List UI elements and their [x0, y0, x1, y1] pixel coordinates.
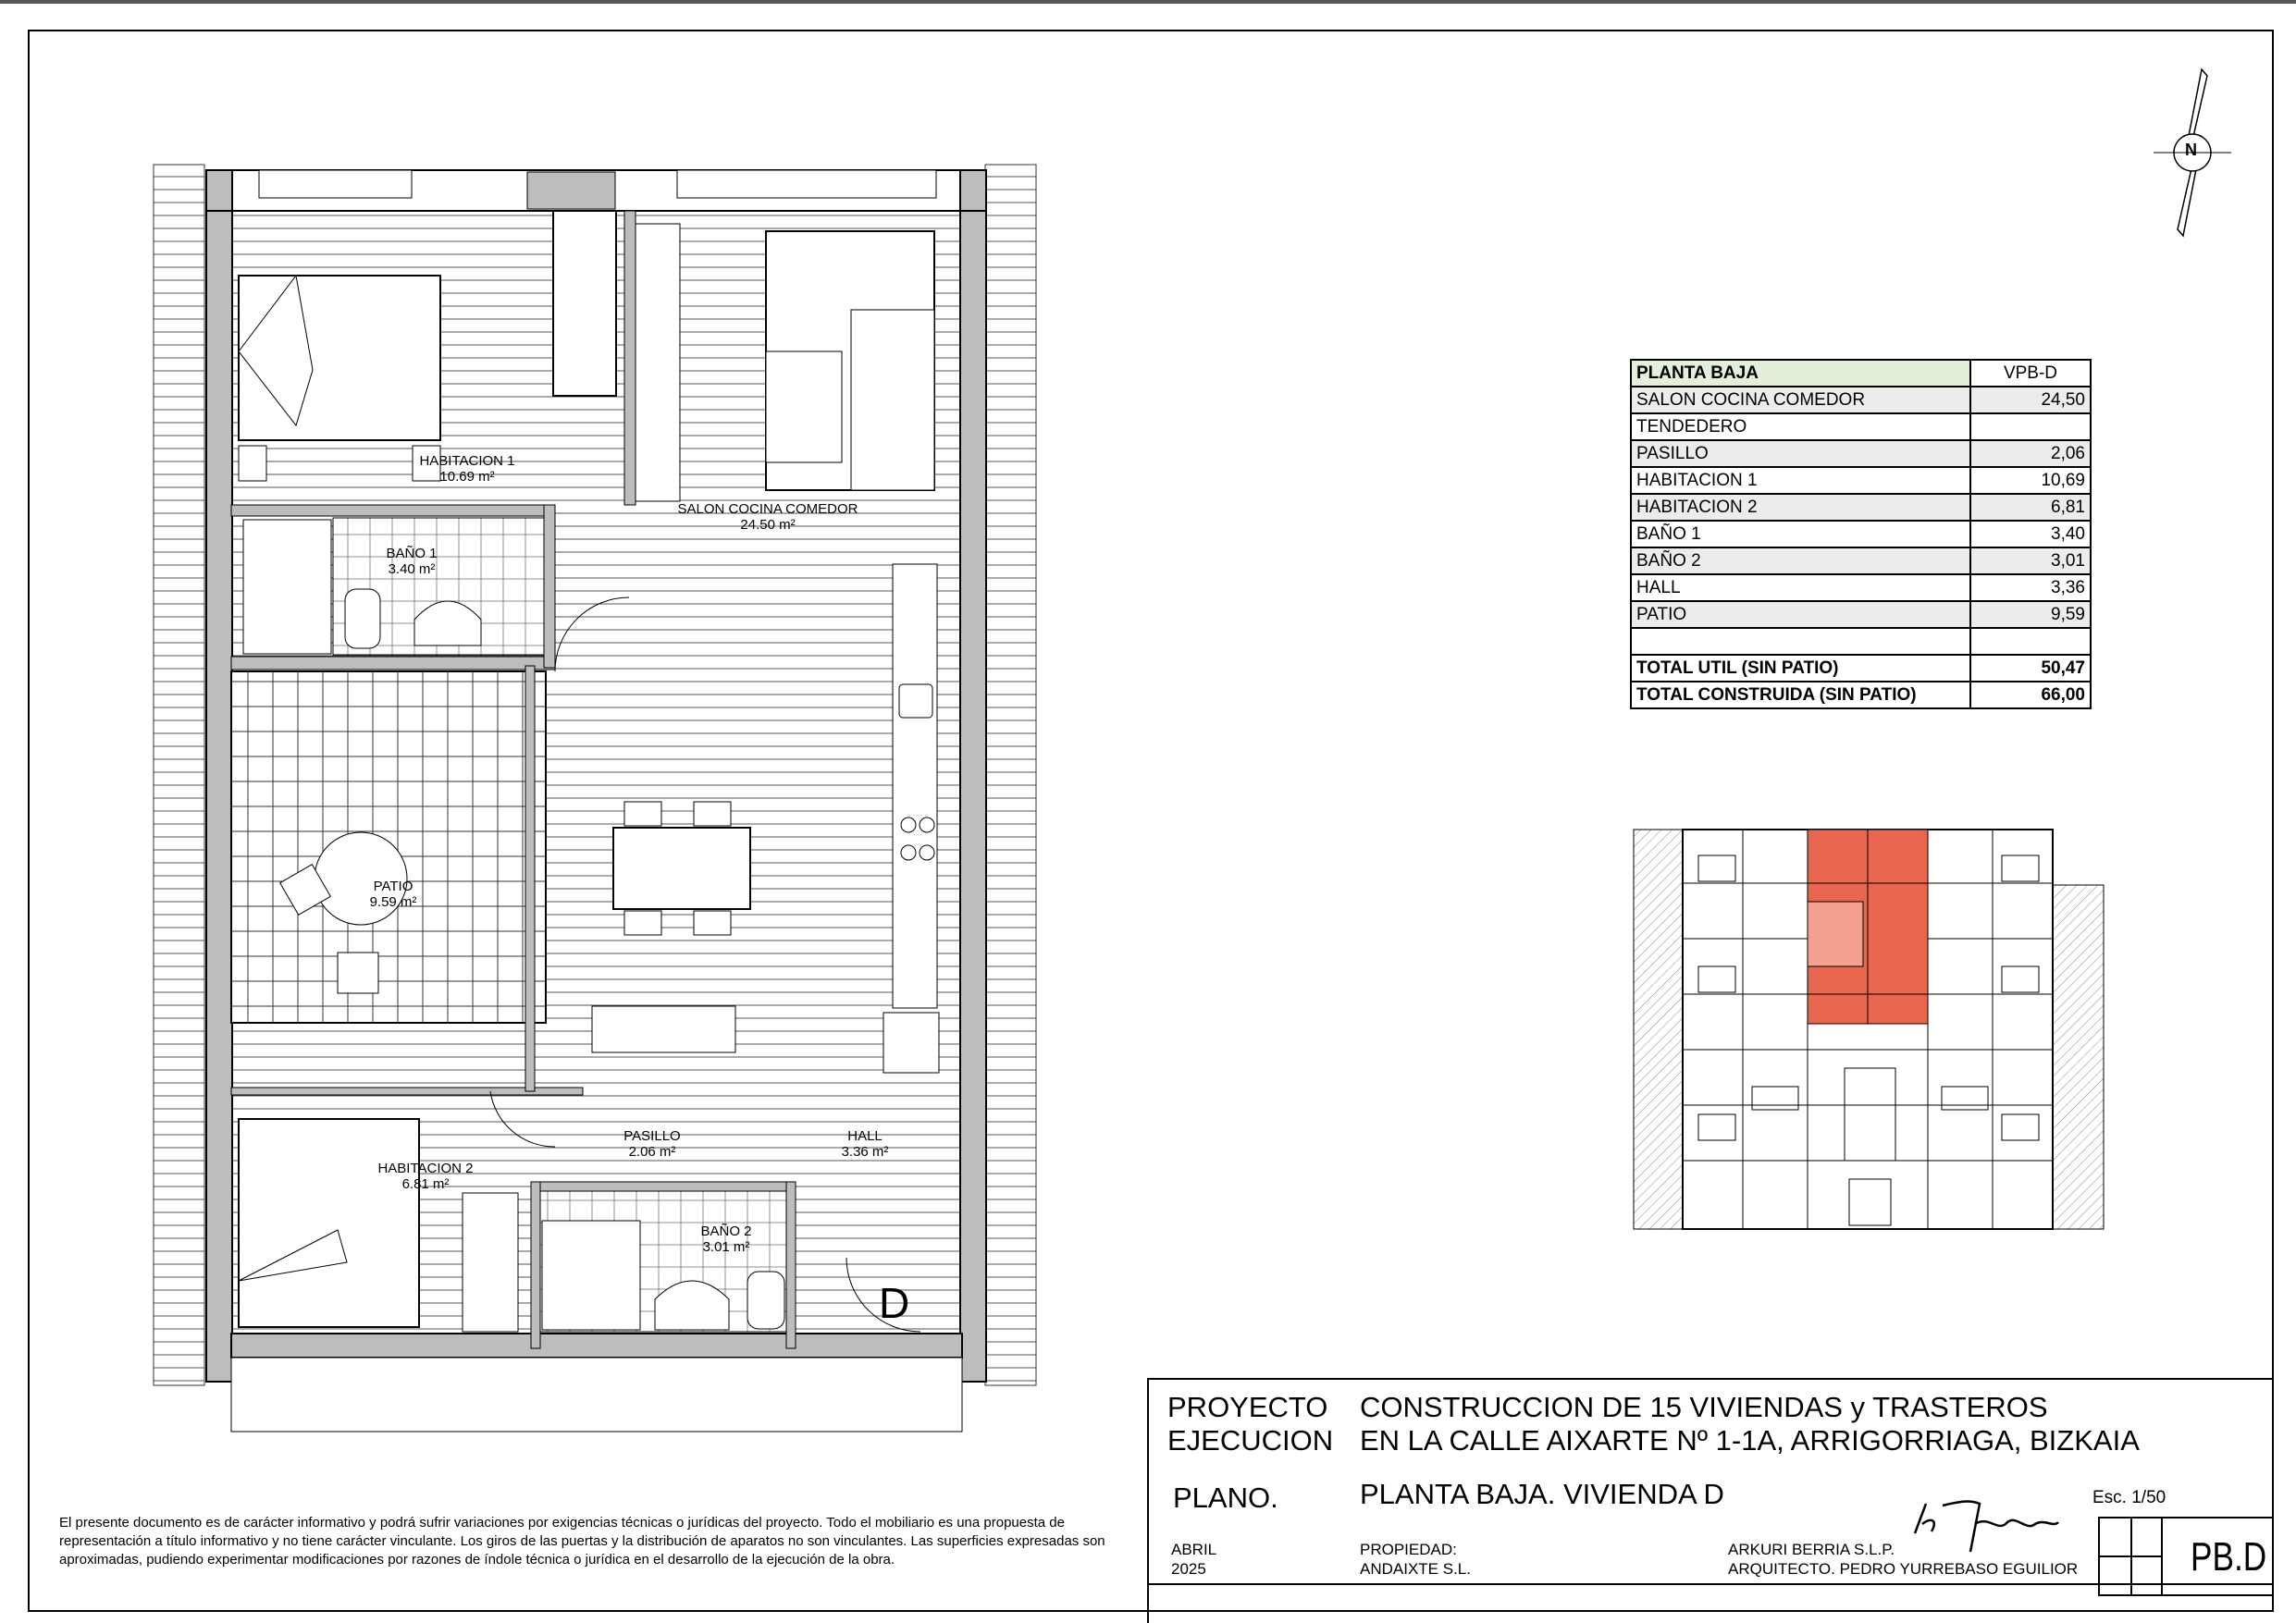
table-row: HABITACION 1 10,69: [1631, 467, 2091, 494]
plano-label: PLANO.: [1173, 1482, 1278, 1514]
room-label-bano-2: BAÑO 2 3.01 m²: [700, 1223, 752, 1255]
title-block-top-line: [1147, 1378, 2274, 1380]
architect-block: ARKURI BERRIA S.L.P. ARQUITECTO. PEDRO YURREBASO EGUILIOR: [1728, 1541, 2079, 1578]
room-label-pasillo: PASILLO 2.06 m²: [623, 1128, 681, 1160]
room-label-habitacion-2: HABITACION 2 6.81 m²: [377, 1161, 474, 1192]
room-label-hall: HALL 3.36 m²: [841, 1128, 889, 1160]
room-label-salon: SALON COCINA COMEDOR 24.50 m²: [677, 501, 858, 533]
floor-plan-drawing: [148, 157, 1055, 1452]
top-border-line: [0, 0, 2296, 4]
room-label-bano-1: BAÑO 1 3.40 m²: [386, 546, 438, 577]
architect-signature: [1906, 1487, 2063, 1561]
table-row: SALON COCINA COMEDOR 24,50: [1631, 387, 2091, 413]
sheet-code: PB.D: [2191, 1534, 2267, 1580]
sheet-code-box: [2161, 1517, 2274, 1596]
table-row: PASILLO 2,06: [1631, 440, 2091, 467]
table-header-row: PLANTA BAJA VPB-D: [1631, 360, 2091, 387]
disclaimer-text: El presente documento es de carácter informativo y podrá sufrir variaciones por exigencias técnicas o jurídicas del proyecto. Todo el mobiliario es una propuesta de representación a título informativo y no tiene carácter vinculante. Los giros de las puertas y la distribución de aparatos no son vinculantes. Las superficies expresadas son aproximadas, pudiendo experimentar modificaciones por razones de índole técnica o jurídica en el desarrollo de la ejecución de la obra.: [59, 1515, 1105, 1568]
table-row: PATIO 9,59: [1631, 601, 2091, 628]
project-label: PROYECTO EJECUCION: [1167, 1391, 1334, 1457]
north-label: N: [2185, 141, 2197, 159]
table-total-row: TOTAL CONSTRUIDA (SIN PATIO) 66,00: [1631, 682, 2091, 708]
unit-letter: D: [879, 1279, 910, 1327]
room-label-patio: PATIO 9.59 m²: [369, 879, 417, 910]
table-total-row: TOTAL UTIL (SIN PATIO) 50,47: [1631, 655, 2091, 682]
table-row: BAÑO 1 3,40: [1631, 521, 2091, 547]
table-row: HABITACION 2 6,81: [1631, 494, 2091, 521]
sheet-grid-box: [2098, 1517, 2163, 1596]
floor-plan: [148, 157, 1055, 1457]
key-plan: [1632, 828, 2113, 1235]
owner-block: PROPIEDAD: ANDAIXTE S.L.: [1360, 1541, 1471, 1578]
table-row: BAÑO 2 3,01: [1631, 547, 2091, 574]
project-title: CONSTRUCCION DE 15 VIVIENDAS y TRASTEROS EN LA CALLE AIXARTE Nº 1-1A, ARRIGORRIAGA, BIZKAIA: [1360, 1391, 2140, 1457]
title-block-left-line: [1147, 1378, 1149, 1623]
table-row: TENDEDERO: [1631, 413, 2091, 440]
table-blank-row: [1631, 628, 2091, 655]
scale-text: Esc. 1/50: [2092, 1488, 2166, 1507]
table-row: HALL 3,36: [1631, 574, 2091, 601]
room-label-habitacion-1: HABITACION 1 10.69 m²: [419, 453, 515, 485]
plano-title: PLANTA BAJA. VIVIENDA D: [1360, 1478, 1724, 1510]
date-block: ABRIL 2025: [1171, 1541, 1217, 1578]
area-table: [1630, 359, 2092, 709]
